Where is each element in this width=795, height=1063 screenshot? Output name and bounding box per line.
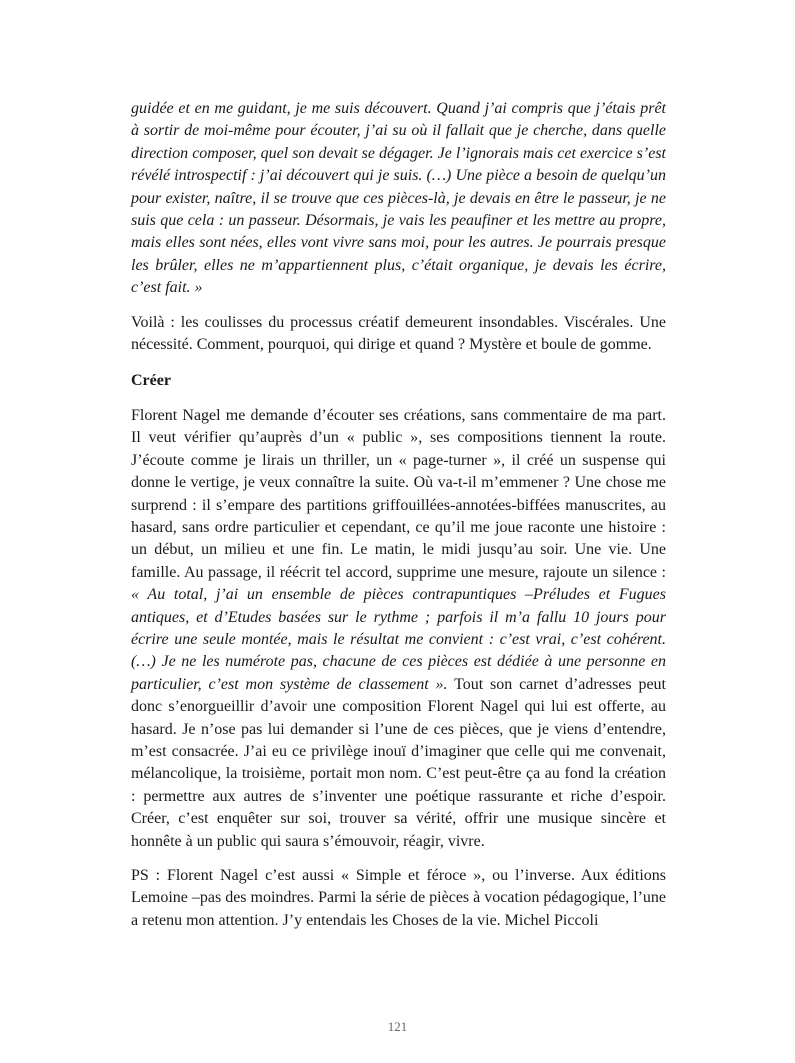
- paragraph-creer: [131, 405, 666, 853]
- paragraph-creer-quote: « Au total, j’ai un ensemble de pièces contrapuntiques –Préludes et Fugues antiques, et d’Etudes basées sur le rythme ; parfois il m’a fallu 10 jours pour écrire une seule montée, mais le résultat me convient : c’est vrai, c’est cohérent. (…) Je ne les numérote pas, chacune de ces pièces est dédiée à une personne en particulier, c’est mon système de classement ».: [131, 586, 666, 693]
- page-number: 121: [387, 1019, 408, 1034]
- quote-continuation: guidée et en me guidant, je me suis découvert. Quand j’ai compris que j’étais prêt à sortir de moi-même pour écouter, j’ai su où il fallait que je cherche, dans quelle direction composer, quel son devait se dégager. Je l’ignorais mais cet exercice s’est révélé introspectif : j’ai découvert qui je suis. (…) Une pièce a besoin de quelqu’un pour exister, naître, il se trouve que ces pièces-là, je devais en être le passeur, je ne suis que cela : un passeur. Désormais, je vais les peaufiner et les mettre au propre, mais elles sont nées, elles vont vivre sans moi, pour les autres. Je pourrais presque les brûler, elles ne m’appartiennent plus, c’était organique, je devais les écrire, c’est fait. »: [131, 100, 666, 297]
- paragraph-creer-text-1: Florent Nagel me demande d’écouter ses créations, sans commentaire de ma part. Il veut vérifier qu’auprès d’un « public », ses compositions tiennent la route. J’écoute comme je lirais un thriller, un « page-turner », il créé un suspense qui donne le vertige, je veux connaître la suite. Où va-t-il m’emmener ? Une chose me surprend : il s’empare des partitions griffouillées-annotées-biffées manuscrites, au hasard, sans ordre particulier et cependant, ce qu’il me joue raconte une histoire : un début, un milieu et une fin. Le matin, le midi jusqu’au soir. Une vie. Une famille. Au passage, il réécrit tel accord, supprime une mesure, rajoute un silence :: [131, 406, 666, 581]
- page-body: [131, 98, 666, 944]
- paragraph-voila: Voilà : les coulisses du processus créatif demeurent insondables. Viscérales. Une nécessité. Comment, pourquoi, qui dirige et quand ? Mystère et boule de gomme.: [131, 313, 666, 354]
- section-heading: Créer: [131, 372, 171, 390]
- paragraph-creer-text-2: Tout son carnet d’adresses peut donc s’enorgueillir d’avoir une composition Florent Nagel qui lui est offerte, au hasard. Je n’ose pas lui demander si l’une de ces pièces, que je viens d’entendre, m’est consacrée. J’ai eu ce privilège inouï d’imaginer que celle qui me convenait, mélancolique, la troisième, portait mon nom. C’est peut-être ça au fond la création : permettre aux autres de s’inventer une poétique rassurante et riche d’espoir. Créer, c’est enquêter sur soi, trouver sa vérité, offrir une musique sincère et honnête à un public qui saura s’émouvoir, réagir, vivre.: [131, 675, 667, 850]
- paragraph-ps: PS : Florent Nagel c’est aussi « Simple et féroce », ou l’inverse. Aux éditions Lemoine –pas des moindres. Parmi la série de pièces à vocation pédagogique, l’une a retenu mon attention. J’y entendais les Choses de la vie. Michel Piccoli: [131, 867, 666, 929]
